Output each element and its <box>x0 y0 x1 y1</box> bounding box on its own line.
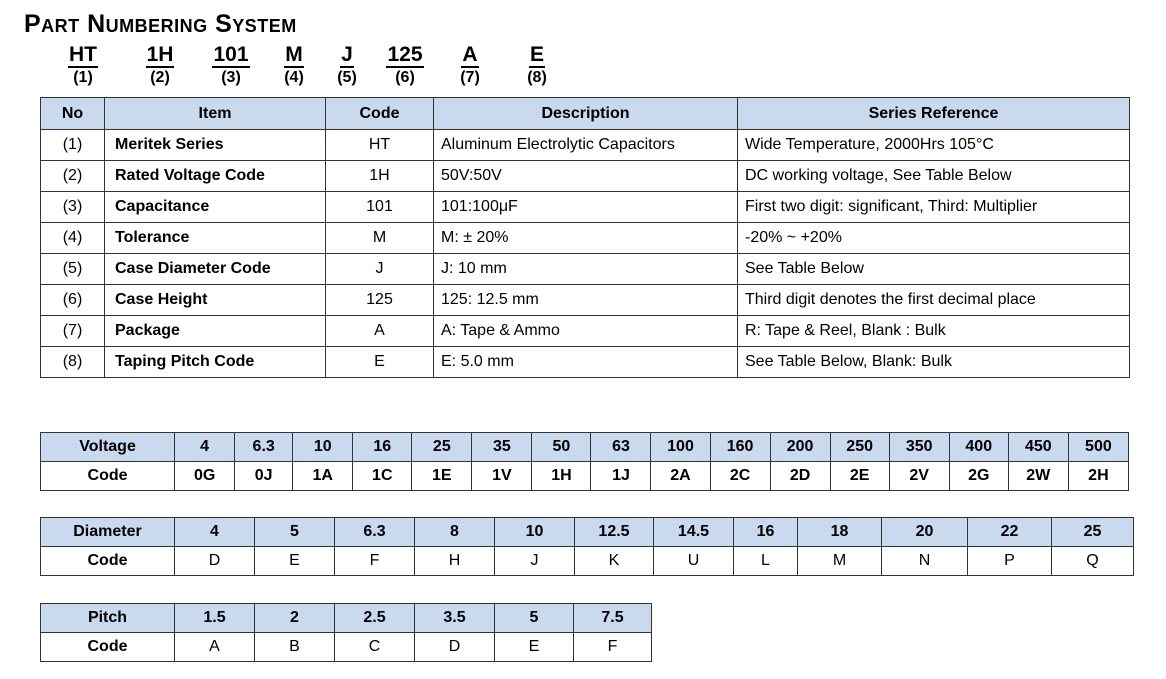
code-cell: 1E <box>412 462 472 491</box>
code-cell: 1J <box>591 462 651 491</box>
value-cell: 5 <box>495 604 574 633</box>
segment-code: 125 <box>387 43 423 66</box>
part-number-segment <box>507 44 567 88</box>
diameter-row <box>41 518 1134 547</box>
part-number-segment <box>317 44 377 88</box>
pitch-row <box>41 604 652 633</box>
row-item: Meritek Series <box>105 130 326 161</box>
segment-code: 1H <box>146 43 174 66</box>
segment-code: J <box>341 43 353 66</box>
value-cell: 4 <box>175 433 235 462</box>
value-cell: 5 <box>255 518 335 547</box>
value-cell: 350 <box>889 433 949 462</box>
row-no: (5) <box>41 254 105 285</box>
code-label: Code <box>41 633 175 662</box>
segment-code: HT <box>69 43 97 66</box>
part-number-segment <box>201 44 261 88</box>
value-cell: 16 <box>353 433 412 462</box>
code-cell: A <box>175 633 255 662</box>
segment-number: (8) <box>527 69 547 86</box>
code-cell: U <box>654 547 734 576</box>
table-row <box>41 130 1130 161</box>
row-code: 125 <box>326 285 434 316</box>
value-cell: 63 <box>591 433 651 462</box>
table-row <box>41 285 1130 316</box>
value-cell: 400 <box>949 433 1008 462</box>
row-description: E: 5.0 mm <box>434 347 738 378</box>
segment-number: (1) <box>73 69 93 86</box>
row-code: A <box>326 316 434 347</box>
value-cell: 250 <box>830 433 889 462</box>
pitch-code-table <box>40 603 652 662</box>
segment-code: E <box>529 43 544 66</box>
row-series-reference: Wide Temperature, 2000Hrs 105°C <box>738 130 1130 161</box>
segment-code: A <box>462 43 478 66</box>
row-series-reference: DC working voltage, See Table Below <box>738 161 1130 192</box>
code-cell: E <box>495 633 574 662</box>
code-cell: L <box>734 547 798 576</box>
voltage-code-row <box>41 462 1129 491</box>
row-no: (2) <box>41 161 105 192</box>
pitch-code-row <box>41 633 652 662</box>
code-cell: 1C <box>353 462 412 491</box>
value-cell: 18 <box>798 518 882 547</box>
code-cell: 2W <box>1008 462 1068 491</box>
row-item: Case Diameter Code <box>105 254 326 285</box>
code-cell: 2H <box>1068 462 1128 491</box>
row-code: E <box>326 347 434 378</box>
header-code: Code <box>326 98 434 130</box>
table-row <box>41 316 1130 347</box>
segment-number: (2) <box>150 69 170 86</box>
code-cell: B <box>255 633 335 662</box>
code-cell: E <box>255 547 335 576</box>
row-code: 101 <box>326 192 434 223</box>
row-item: Case Height <box>105 285 326 316</box>
segment-code: M <box>285 43 303 66</box>
value-cell: 100 <box>651 433 710 462</box>
value-cell: 500 <box>1068 433 1128 462</box>
value-cell: 200 <box>770 433 830 462</box>
code-label: Code <box>41 547 175 576</box>
row-description: Aluminum Electrolytic Capacitors <box>434 130 738 161</box>
part-number-segment <box>130 44 190 88</box>
part-number-segment <box>264 44 324 88</box>
part-number-segment <box>53 44 113 88</box>
voltage-row <box>41 433 1129 462</box>
code-cell: 2A <box>651 462 710 491</box>
value-cell: 8 <box>415 518 495 547</box>
header-no: No <box>41 98 105 130</box>
value-cell: 1.5 <box>175 604 255 633</box>
code-cell: M <box>798 547 882 576</box>
segment-number: (6) <box>395 69 415 86</box>
row-code: M <box>326 223 434 254</box>
row-no: (6) <box>41 285 105 316</box>
row-code: HT <box>326 130 434 161</box>
value-cell: 450 <box>1008 433 1068 462</box>
row-item: Taping Pitch Code <box>105 347 326 378</box>
table-row <box>41 254 1130 285</box>
row-series-reference: See Table Below <box>738 254 1130 285</box>
row-item: Package <box>105 316 326 347</box>
table-header-row <box>41 98 1130 130</box>
value-cell: 25 <box>412 433 472 462</box>
segment-number: (5) <box>337 69 357 86</box>
code-cell: K <box>575 547 654 576</box>
row-item: Rated Voltage Code <box>105 161 326 192</box>
value-cell: 35 <box>472 433 532 462</box>
value-cell: 4 <box>175 518 255 547</box>
header-description: Description <box>434 98 738 130</box>
code-cell: F <box>335 547 415 576</box>
row-code: 1H <box>326 161 434 192</box>
value-cell: 160 <box>710 433 770 462</box>
code-cell: 2V <box>889 462 949 491</box>
value-cell: 25 <box>1052 518 1134 547</box>
code-cell: N <box>882 547 968 576</box>
row-description: M: ± 20% <box>434 223 738 254</box>
value-cell: 20 <box>882 518 968 547</box>
segment-number: (4) <box>284 69 304 86</box>
row-no: (4) <box>41 223 105 254</box>
value-cell: 3.5 <box>415 604 495 633</box>
table-row <box>41 161 1130 192</box>
row-item: Capacitance <box>105 192 326 223</box>
row-description: 101:100μF <box>434 192 738 223</box>
pitch-label: Pitch <box>41 604 175 633</box>
code-cell: D <box>175 547 255 576</box>
row-no: (7) <box>41 316 105 347</box>
value-cell: 22 <box>968 518 1052 547</box>
row-series-reference: R: Tape & Reel, Blank : Bulk <box>738 316 1130 347</box>
row-no: (1) <box>41 130 105 161</box>
value-cell: 12.5 <box>575 518 654 547</box>
row-series-reference: First two digit: significant, Third: Multiplier <box>738 192 1130 223</box>
voltage-label: Voltage <box>41 433 175 462</box>
row-series-reference: See Table Below, Blank: Bulk <box>738 347 1130 378</box>
code-cell: J <box>495 547 575 576</box>
table-row <box>41 223 1130 254</box>
code-cell: D <box>415 633 495 662</box>
header-series-reference: Series Reference <box>738 98 1130 130</box>
code-label: Code <box>41 462 175 491</box>
row-series-reference: Third digit denotes the first decimal place <box>738 285 1130 316</box>
value-cell: 2.5 <box>335 604 415 633</box>
value-cell: 6.3 <box>335 518 415 547</box>
diameter-label: Diameter <box>41 518 175 547</box>
row-no: (8) <box>41 347 105 378</box>
code-cell: 1V <box>472 462 532 491</box>
code-cell: 2G <box>949 462 1008 491</box>
code-cell: C <box>335 633 415 662</box>
value-cell: 6.3 <box>235 433 293 462</box>
row-no: (3) <box>41 192 105 223</box>
row-description: 50V:50V <box>434 161 738 192</box>
code-cell: P <box>968 547 1052 576</box>
value-cell: 50 <box>532 433 591 462</box>
value-cell: 2 <box>255 604 335 633</box>
part-numbering-table <box>40 97 1130 378</box>
header-item: Item <box>105 98 326 130</box>
diameter-code-table <box>40 517 1134 576</box>
code-cell: H <box>415 547 495 576</box>
row-description: A: Tape & Ammo <box>434 316 738 347</box>
code-cell: 2D <box>770 462 830 491</box>
code-cell: F <box>574 633 652 662</box>
value-cell: 10 <box>293 433 353 462</box>
value-cell: 10 <box>495 518 575 547</box>
value-cell: 14.5 <box>654 518 734 547</box>
code-cell: 0G <box>175 462 235 491</box>
code-cell: 1H <box>532 462 591 491</box>
code-cell: 1A <box>293 462 353 491</box>
row-item: Tolerance <box>105 223 326 254</box>
segment-code: 101 <box>213 43 249 66</box>
diameter-code-row <box>41 547 1134 576</box>
row-description: 125: 12.5 mm <box>434 285 738 316</box>
value-cell: 16 <box>734 518 798 547</box>
segment-number: (3) <box>221 69 241 86</box>
code-cell: 2E <box>830 462 889 491</box>
page-title: Part Numbering System <box>24 10 297 38</box>
row-code: J <box>326 254 434 285</box>
code-cell: Q <box>1052 547 1134 576</box>
part-number-segment <box>440 44 500 88</box>
code-cell: 2C <box>710 462 770 491</box>
row-series-reference: -20% ~ +20% <box>738 223 1130 254</box>
table-row <box>41 192 1130 223</box>
table-row <box>41 347 1130 378</box>
segment-number: (7) <box>460 69 480 86</box>
voltage-code-table <box>40 432 1129 491</box>
code-cell: 0J <box>235 462 293 491</box>
value-cell: 7.5 <box>574 604 652 633</box>
part-number-segment <box>375 44 435 88</box>
row-description: J: 10 mm <box>434 254 738 285</box>
